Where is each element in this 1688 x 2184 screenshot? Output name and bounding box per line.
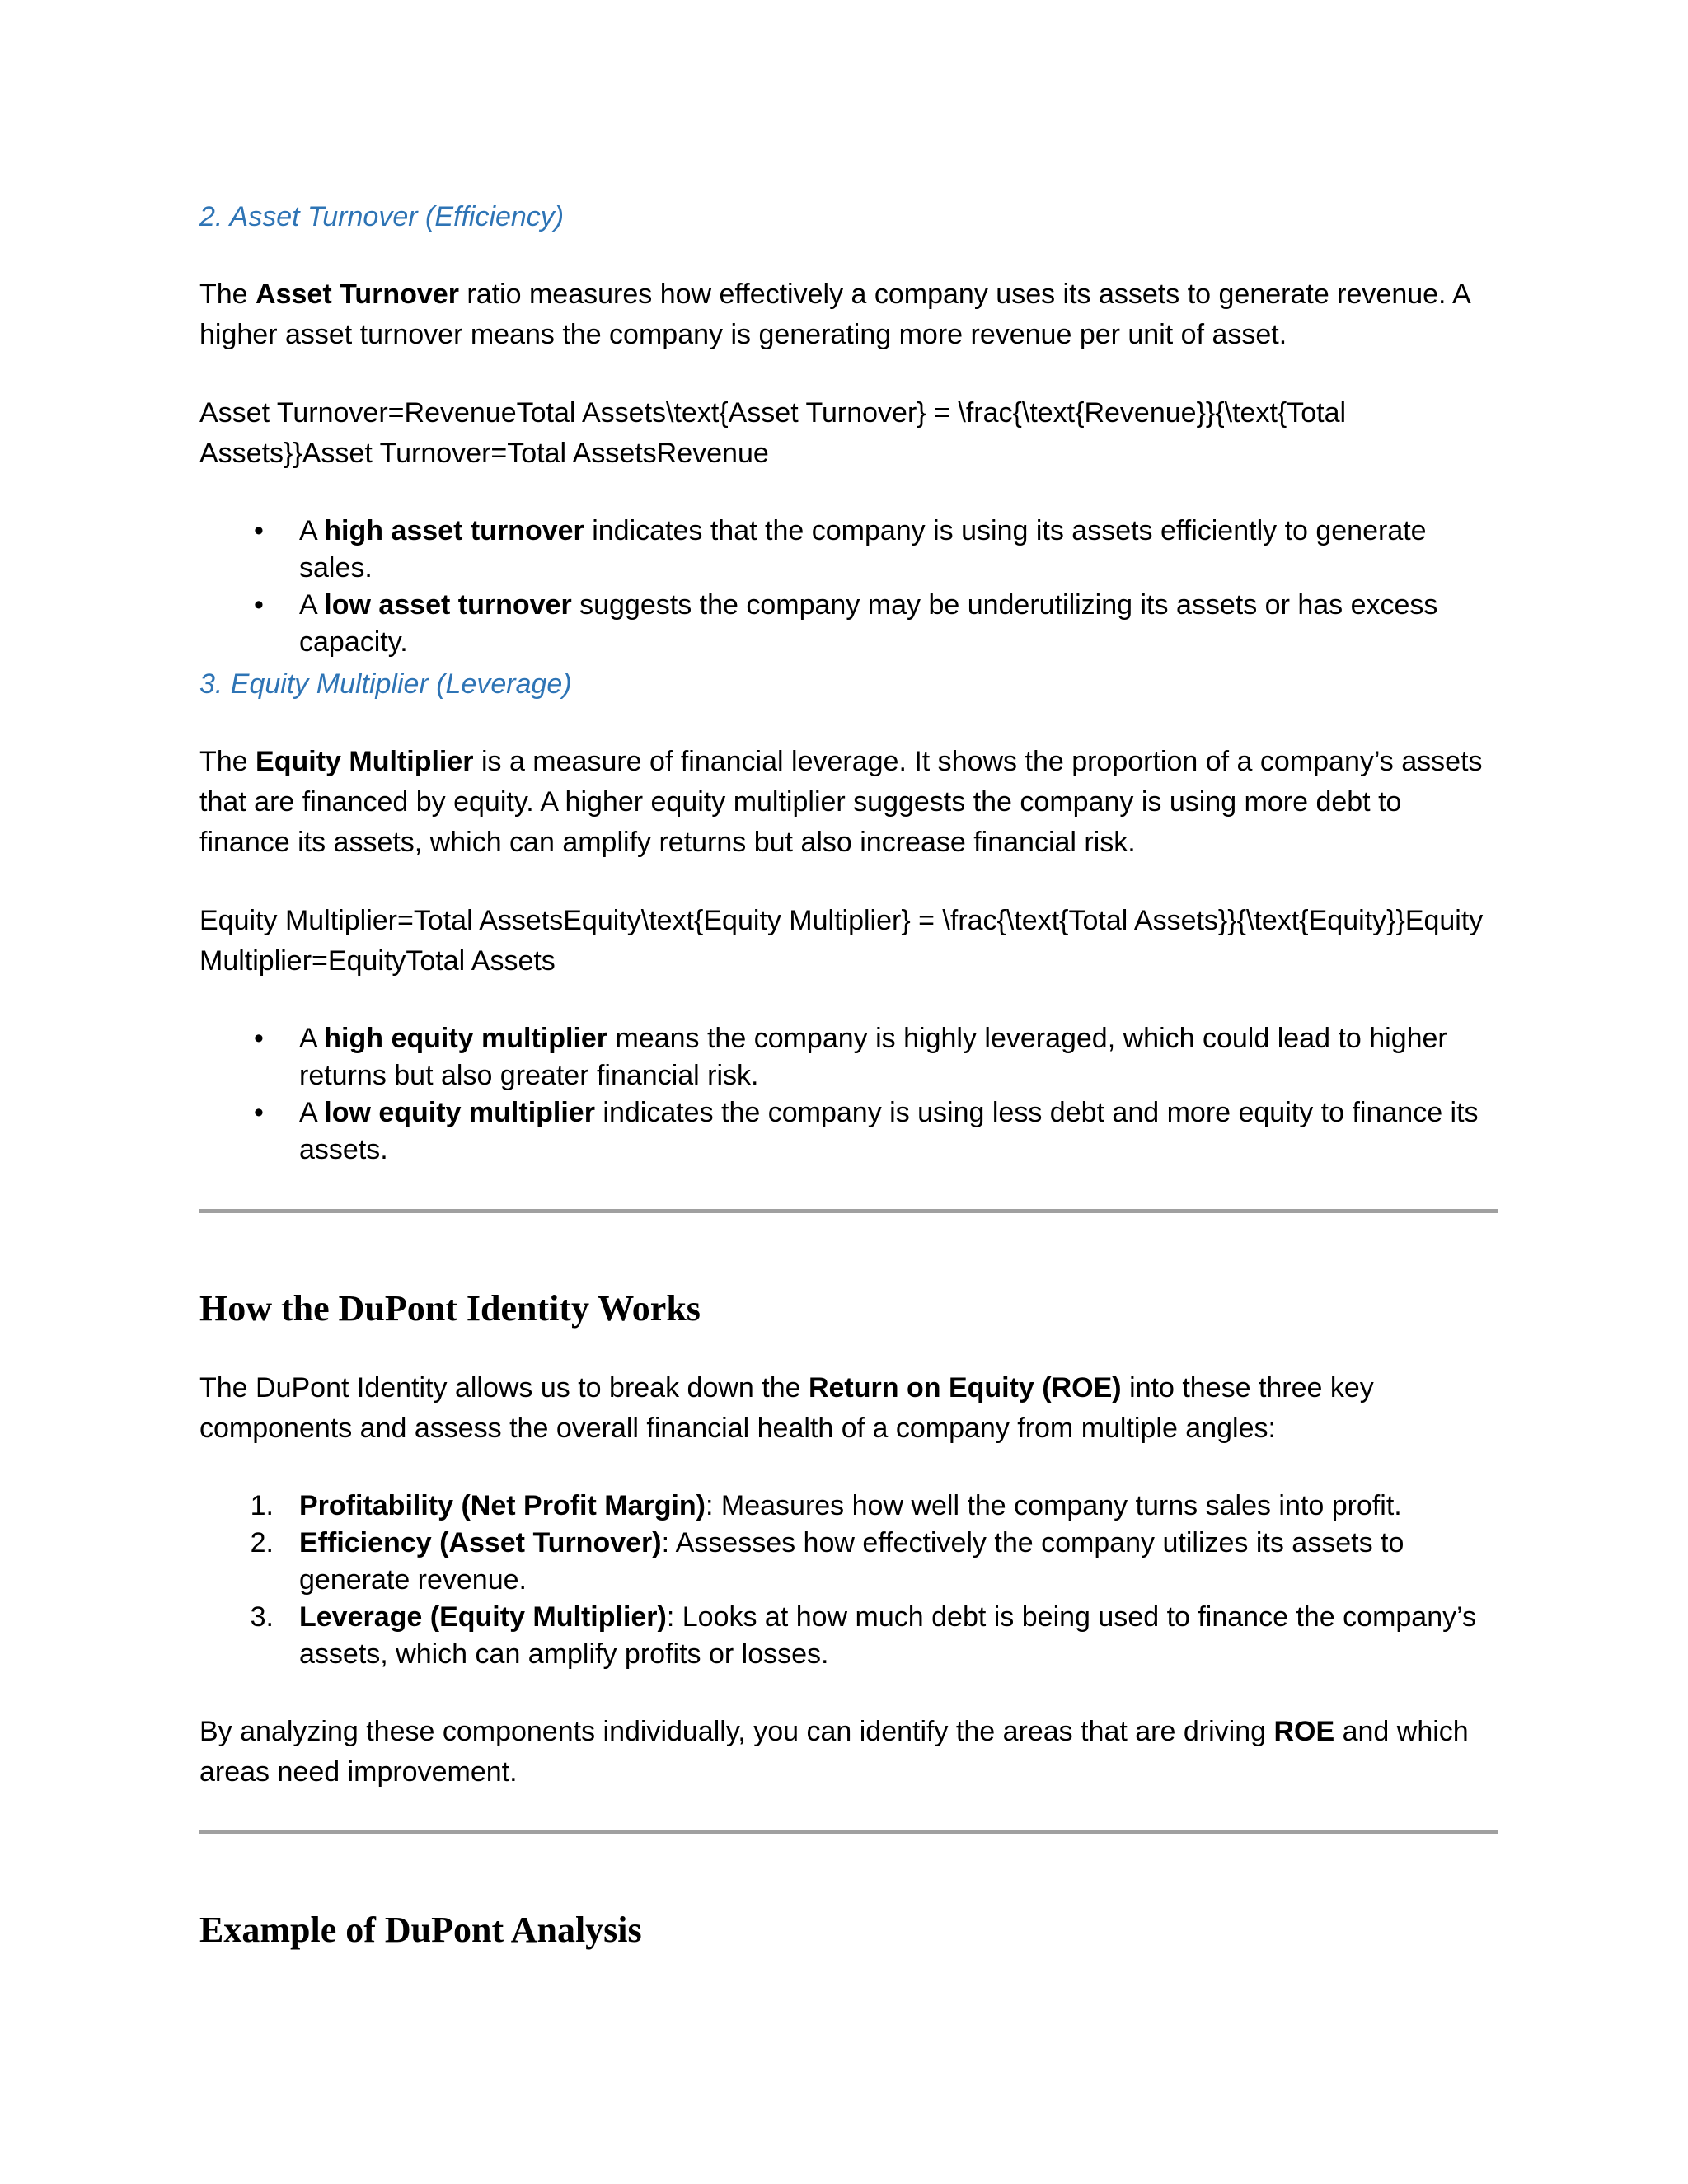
- bullet-icon: •: [254, 515, 264, 546]
- bullet-text-post: indicates that the company is using its assets efficiently to generate sales.: [299, 515, 1427, 583]
- item-text-bold: Leverage (Equity Multiplier): [299, 1601, 667, 1633]
- equity-multiplier-intro: [199, 742, 1498, 863]
- list-item: [199, 587, 1498, 661]
- example-heading: Example of DuPont Analysis: [199, 1910, 642, 1950]
- how-it-works-intro-pre: The DuPont Identity allows us to break down the: [199, 1372, 809, 1404]
- asset-turnover-intro-bold: Asset Turnover: [256, 279, 459, 310]
- item-text-post: : Assesses how effectively the company utilizes its assets to generate revenue.: [299, 1527, 1404, 1596]
- how-it-works-closing-pre: By analyzing these components individually, you can identify the areas that are driving: [199, 1716, 1274, 1747]
- bullet-text-post: means the company is highly leveraged, which could lead to higher returns but also greater financial risk.: [299, 1023, 1447, 1091]
- bullet-text-bold: low equity multiplier: [324, 1097, 595, 1128]
- equity-multiplier-formula: Equity Multiplier=Total AssetsEquity\text{Equity Multiplier} = \frac{\text{Total Assets}}{\text{Equity}}Equity Multiplier=EquityTotal Assets: [199, 905, 1491, 977]
- list-item: [199, 1488, 1498, 1525]
- how-it-works-intro-post: into these three key components and assess the overall financial health of a company from multiple angles:: [199, 1372, 1374, 1444]
- item-text-post: : Measures how well the company turns sales into profit.: [706, 1490, 1402, 1521]
- bullet-icon: •: [254, 1023, 264, 1054]
- item-text-bold: Profitability (Net Profit Margin): [299, 1490, 706, 1521]
- bullet-text-pre: A: [299, 515, 325, 546]
- bullet-text-post: suggests the company may be underutilizing its assets or has excess capacity.: [299, 589, 1438, 658]
- bullet-text-post: indicates the company is using less debt and more equity to finance its assets.: [299, 1097, 1479, 1165]
- equity-multiplier-bullets: [199, 1020, 1498, 1169]
- bullet-icon: •: [254, 1097, 264, 1128]
- bullet-text-bold: high equity multiplier: [324, 1023, 608, 1054]
- how-it-works-closing: [199, 1712, 1498, 1793]
- list-number: 1.: [250, 1490, 274, 1521]
- equity-multiplier-intro-pre: The: [199, 746, 256, 777]
- asset-turnover-subheading: 2. Asset Turnover (Efficiency): [199, 201, 565, 232]
- bullet-text-pre: A: [299, 1023, 325, 1054]
- how-it-works-closing-bold: ROE: [1273, 1716, 1335, 1747]
- list-number: 2.: [250, 1527, 274, 1558]
- list-item: [199, 1525, 1498, 1599]
- horizontal-rule: [199, 1209, 1498, 1213]
- list-item: [199, 1094, 1498, 1169]
- how-it-works-intro-bold: Return on Equity (ROE): [808, 1372, 1122, 1404]
- asset-turnover-formula: Asset Turnover=RevenueTotal Assets\text{Asset Turnover} = \frac{\text{Revenue}}{\text{Total Assets}}Asset Turnover=Total AssetsRevenue: [199, 397, 1353, 469]
- horizontal-rule: [199, 1830, 1498, 1834]
- how-it-works-intro: [199, 1368, 1498, 1449]
- how-it-works-heading: How the DuPont Identity Works: [199, 1288, 701, 1329]
- asset-turnover-intro-post: ratio measures how effectively a company uses its assets to generate revenue. A higher asset turnover means the company is generating more revenue per unit of asset.: [199, 279, 1470, 350]
- bullet-text-bold: high asset turnover: [324, 515, 584, 546]
- bullet-text-pre: A: [299, 1097, 325, 1128]
- bullet-text-pre: A: [299, 589, 325, 621]
- equity-multiplier-intro-post: is a measure of financial leverage. It shows the proportion of a company’s assets that are financed by equity. A higher equity multiplier suggests the company is using more debt to finance its assets, which can amplify returns but also increase financial risk.: [199, 746, 1483, 858]
- asset-turnover-bullets: [199, 513, 1498, 661]
- bullet-text-bold: low asset turnover: [324, 589, 572, 621]
- how-it-works-closing-post: and which areas need improvement.: [199, 1716, 1469, 1788]
- item-text-post: : Looks at how much debt is being used to finance the company’s assets, which can amplify profits or losses.: [299, 1601, 1477, 1670]
- asset-turnover-intro: [199, 274, 1498, 355]
- equity-multiplier-subheading: 3. Equity Multiplier (Leverage): [199, 668, 572, 700]
- list-item: [199, 513, 1498, 587]
- asset-turnover-intro-pre: The: [199, 279, 256, 310]
- bullet-icon: •: [254, 589, 264, 621]
- dupont-components-list: [199, 1488, 1498, 1673]
- equity-multiplier-intro-bold: Equity Multiplier: [256, 746, 474, 777]
- list-number: 3.: [250, 1601, 274, 1633]
- item-text-bold: Efficiency (Asset Turnover): [299, 1527, 662, 1558]
- list-item: [199, 1599, 1498, 1673]
- list-item: [199, 1020, 1498, 1094]
